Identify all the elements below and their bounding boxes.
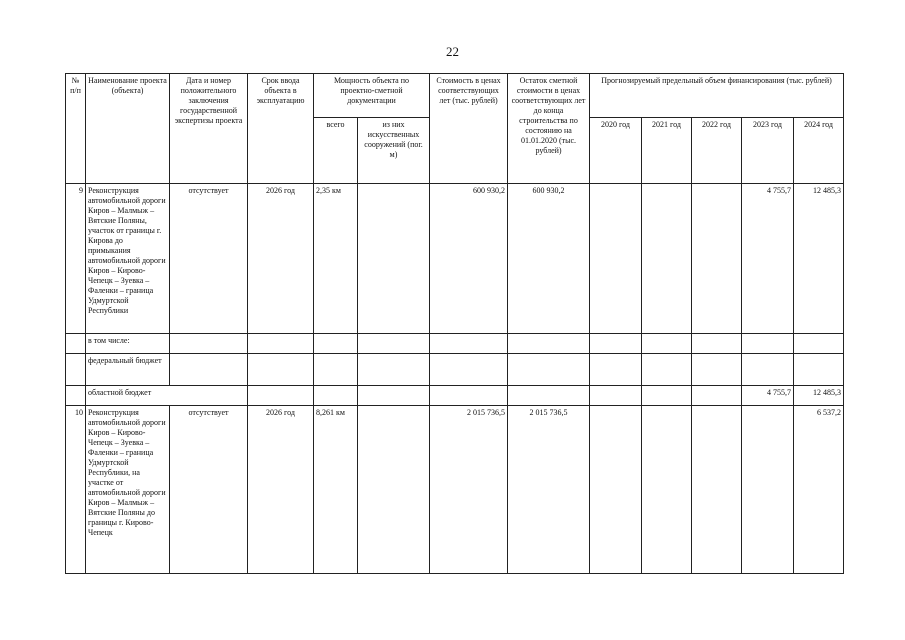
row-10-2023 xyxy=(742,406,794,574)
header-forecast: Прогнозируемый предельный объем финансирования (тыс. рублей) xyxy=(590,74,844,118)
row-9-term: 2026 год xyxy=(248,184,314,334)
row-9-num: 9 xyxy=(66,184,86,334)
row-federal-label: федеральный бюджет xyxy=(86,354,170,386)
header-year-2023: 2023 год xyxy=(742,118,794,184)
table-row xyxy=(66,406,844,574)
row-regional-label: областной бюджет xyxy=(86,386,248,406)
row-10-remaining: 2 015 736,5 xyxy=(508,406,590,574)
row-9-2020 xyxy=(590,184,642,334)
row-9-cost: 600 930,2 xyxy=(430,184,508,334)
row-9-name: Реконструкция автомобильной дороги Киров – Малмыж – Вятские Поляны, участок от границы г. Кирова до примыкания автомобильной дороги Киров – Кирово-Чепецк – Зуевка – Фаленки – граница Удмуртской Республики xyxy=(86,184,170,334)
header-year-2020: 2020 год xyxy=(590,118,642,184)
table-row xyxy=(66,386,844,406)
row-10-2022 xyxy=(692,406,742,574)
row-9-capacity-structures xyxy=(358,184,430,334)
row-9-remaining: 600 930,2 xyxy=(508,184,590,334)
row-10-capacity-structures xyxy=(358,406,430,574)
header-year-2024: 2024 год xyxy=(794,118,844,184)
header-cost: Стоимость в ценах соответствующих лет (тыс. рублей) xyxy=(430,74,508,184)
header-capacity-total: всего xyxy=(314,118,358,184)
header-num: № п/п xyxy=(66,74,86,184)
row-10-num: 10 xyxy=(66,406,86,574)
row-9-expertise: отсутствует xyxy=(170,184,248,334)
row-9-2024: 12 485,3 xyxy=(794,184,844,334)
header-remaining: Остаток сметной стоимости в ценах соответствующих лет до конца строительства по состоянию на 01.01.2020 (тыс. рублей) xyxy=(508,74,590,184)
row-9-2023: 4 755,7 xyxy=(742,184,794,334)
header-year-2022: 2022 год xyxy=(692,118,742,184)
row-10-2024: 6 537,2 xyxy=(794,406,844,574)
row-regional-2024: 12 485,3 xyxy=(794,386,844,406)
financing-table xyxy=(65,73,844,574)
row-9-capacity-total: 2,35 км xyxy=(314,184,358,334)
header-term: Срок ввода объекта в эксплуатацию xyxy=(248,74,314,184)
header-expertise: Дата и номер положительного заключения государственной экспертизы проекта xyxy=(170,74,248,184)
row-10-cost: 2 015 736,5 xyxy=(430,406,508,574)
table-row xyxy=(66,354,844,386)
row-10-capacity-total: 8,261 км xyxy=(314,406,358,574)
header-capacity: Мощность объекта по проектно-сметной документации xyxy=(314,74,430,118)
header-name: Наименование проекта (объекта) xyxy=(86,74,170,184)
row-9-2021 xyxy=(642,184,692,334)
row-10-2020 xyxy=(590,406,642,574)
row-10-expertise: отсутствует xyxy=(170,406,248,574)
header-year-2021: 2021 год xyxy=(642,118,692,184)
table-row xyxy=(66,184,844,334)
header-capacity-structures: из них искусственных сооружений (пог. м) xyxy=(358,118,430,184)
table-row xyxy=(66,334,844,354)
row-regional-2023: 4 755,7 xyxy=(742,386,794,406)
row-10-term: 2026 год xyxy=(248,406,314,574)
row-9-2022 xyxy=(692,184,742,334)
page-number: 22 xyxy=(446,44,459,59)
row-including-label: в том числе: xyxy=(86,334,170,354)
row-10-2021 xyxy=(642,406,692,574)
row-10-name: Реконструкция автомобильной дороги Киров – Кирово-Чепецк – Зуевка – Фаленки – граница Удмуртской Республики, на участке от автомобильной дороги Киров – Малмыж – Вятские Поляны до границы г. Кирово-Чепецк xyxy=(86,406,170,574)
